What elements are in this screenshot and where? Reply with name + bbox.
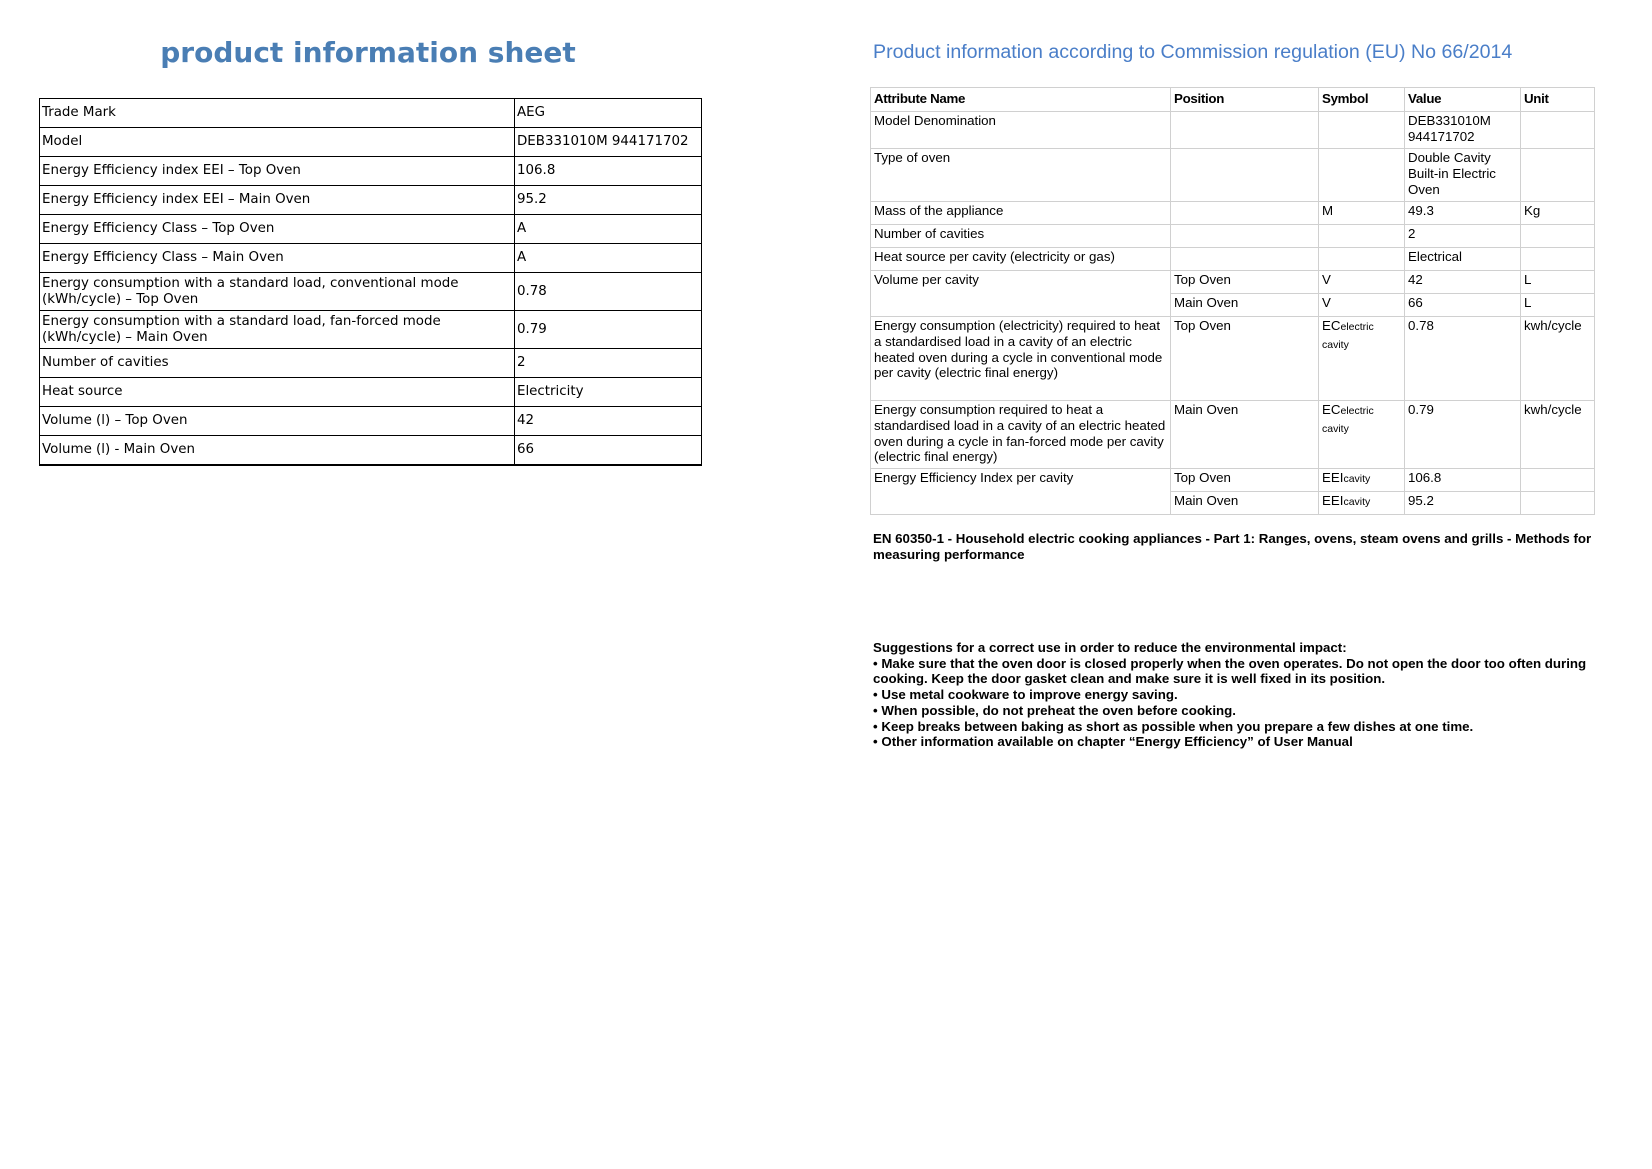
cell-symbol: M [1319,202,1405,225]
regulation-title: Product information according to Commission regulation (EU) No 66/2014 [873,41,1513,63]
table-row [871,248,1595,271]
cell-value: 42 [1405,271,1521,294]
cell-position: Main Oven [1171,492,1319,515]
cell-symbol [1319,492,1405,515]
suggestion-item: • Make sure that the oven door is closed properly when the oven operates. Do not open the door too often during cooking. Keep the door gasket clean and make sure it is well fixed in its position. [873,655,1587,687]
cell-value: 2 [1405,225,1521,248]
cell-position [1171,225,1319,248]
row-label: Volume (l) - Main Oven [40,436,515,465]
cell-unit: L [1521,294,1595,317]
table-row [40,244,702,273]
table-row [40,407,702,436]
row-value: 66 [515,436,702,465]
cell-attribute: Heat source per cavity (electricity or gas) [871,248,1171,271]
cell-position: Main Oven [1171,294,1319,317]
cell-unit: kwh/cycle [1521,317,1595,401]
header-unit: Unit [1521,88,1595,112]
suggestions-block [873,640,1593,750]
left-page-title: product information sheet [160,36,576,69]
row-value: Electricity [515,378,702,407]
row-value: 0.78 [515,273,702,311]
suggestion-item: • Other information available on chapter “Energy Efficiency” of User Manual [873,734,1353,750]
row-value: A [515,215,702,244]
row-label: Energy Efficiency index EEI – Main Oven [40,186,515,215]
row-value: DEB331010M 944171702 [515,128,702,157]
cell-value: 0.79 [1405,401,1521,469]
table-header-row [871,88,1595,112]
cell-position [1171,112,1319,149]
table-row [871,271,1595,294]
cell-value: DEB331010M 944171702 [1405,112,1521,149]
row-value: AEG [515,99,702,128]
cell-attribute: Energy consumption required to heat a standardised load in a cavity of an electric heated oven during a cycle in fan-forced mode per cavity (electric final energy) [871,401,1171,469]
cell-position [1171,149,1319,202]
cell-value: 0.78 [1405,317,1521,401]
header-value: Value [1405,88,1521,112]
cell-value: Double Cavity Built-in Electric Oven [1405,149,1521,202]
table-row [40,273,702,311]
cell-position: Top Oven [1171,317,1319,401]
table-row [871,149,1595,202]
symbol-subscript: cavity [1343,473,1371,485]
header-attribute: Attribute Name [871,88,1171,112]
row-label: Volume (l) – Top Oven [40,407,515,436]
cell-unit: kwh/cycle [1521,401,1595,469]
row-value: 95.2 [515,186,702,215]
symbol-main: EEI [1322,470,1344,485]
cell-position: Main Oven [1171,401,1319,469]
cell-value: Electrical [1405,248,1521,271]
row-label: Model [40,128,515,157]
cell-unit [1521,112,1595,149]
row-label: Number of cavities [40,349,515,378]
row-label: Energy consumption with a standard load, conventional mode (kWh/cycle) – Top Oven [40,273,515,311]
row-label: Energy Efficiency Class – Main Oven [40,244,515,273]
cell-attribute: Mass of the appliance [871,202,1171,225]
cell-value: 106.8 [1405,469,1521,492]
cell-unit [1521,248,1595,271]
table-row [40,378,702,407]
cell-attribute: Model Denomination [871,112,1171,149]
cell-symbol [1319,225,1405,248]
table-row [871,202,1595,225]
cell-unit [1521,469,1595,492]
table-row [871,225,1595,248]
cell-position [1171,248,1319,271]
regulation-table [870,87,1595,515]
suggestions-heading: Suggestions for a correct use in order to reduce the environmental impact: [873,640,1347,655]
cell-symbol [1319,248,1405,271]
symbol-main: EEI [1322,493,1344,508]
row-value: 106.8 [515,157,702,186]
cell-symbol [1319,112,1405,149]
cell-attribute: Type of oven [871,149,1171,202]
cell-unit [1521,225,1595,248]
symbol-main: EC [1322,402,1341,417]
row-value: 42 [515,407,702,436]
table-row [40,128,702,157]
row-label: Trade Mark [40,99,515,128]
table-row [40,215,702,244]
table-row [40,99,702,128]
suggestion-item: • Keep breaks between baking as short as possible when you prepare a few dishes at one time. [873,718,1474,734]
table-row [871,469,1595,492]
cell-position [1171,202,1319,225]
cell-symbol: V [1319,271,1405,294]
cell-value: 49.3 [1405,202,1521,225]
cell-attribute: Energy Efficiency Index per cavity [871,469,1171,515]
row-value: 0.79 [515,311,702,349]
symbol-subscript: cavity [1343,496,1371,508]
cell-position: Top Oven [1171,469,1319,492]
symbol-main: EC [1322,318,1341,333]
suggestion-item: • Use metal cookware to improve energy saving. [873,687,1178,703]
cell-value: 66 [1405,294,1521,317]
cell-unit [1521,149,1595,202]
row-label: Energy Efficiency Class – Top Oven [40,215,515,244]
cell-attribute: Energy consumption (electricity) required to heat a standardised load in a cavity of an electric heated oven during a cycle in conventional mode per cavity (electric final energy) [871,317,1171,401]
symbol-subscript: electric cavity [1322,321,1374,351]
cell-symbol [1319,149,1405,202]
cell-unit: L [1521,271,1595,294]
product-info-table [39,98,702,466]
cell-attribute: Number of cavities [871,225,1171,248]
table-row [871,401,1595,469]
table-row [871,317,1595,401]
row-label: Heat source [40,378,515,407]
table-row [40,436,702,465]
cell-symbol [1319,401,1405,469]
cell-symbol [1319,469,1405,492]
suggestion-item: • When possible, do not preheat the oven before cooking. [873,702,1236,718]
table-row [871,112,1595,149]
table-row [40,186,702,215]
standard-note-text: EN 60350-1 - Household electric cooking appliances - Part 1: Ranges, ovens, steam ovens and grills - Methods for measuring performance [873,531,1592,562]
cell-symbol [1319,317,1405,401]
row-label: Energy consumption with a standard load, fan-forced mode (kWh/cycle) – Main Oven [40,311,515,349]
cell-value: 95.2 [1405,492,1521,515]
symbol-subscript: electric cavity [1322,405,1374,435]
header-position: Position [1171,88,1319,112]
cell-unit: Kg [1521,202,1595,225]
row-value: A [515,244,702,273]
standard-note [873,531,1593,562]
table-row [40,349,702,378]
header-symbol: Symbol [1319,88,1405,112]
cell-unit [1521,492,1595,515]
table-row [40,311,702,349]
table-row [40,157,702,186]
row-value: 2 [515,349,702,378]
cell-attribute: Volume per cavity [871,271,1171,317]
cell-symbol: V [1319,294,1405,317]
row-label: Energy Efficiency index EEI – Top Oven [40,157,515,186]
cell-position: Top Oven [1171,271,1319,294]
